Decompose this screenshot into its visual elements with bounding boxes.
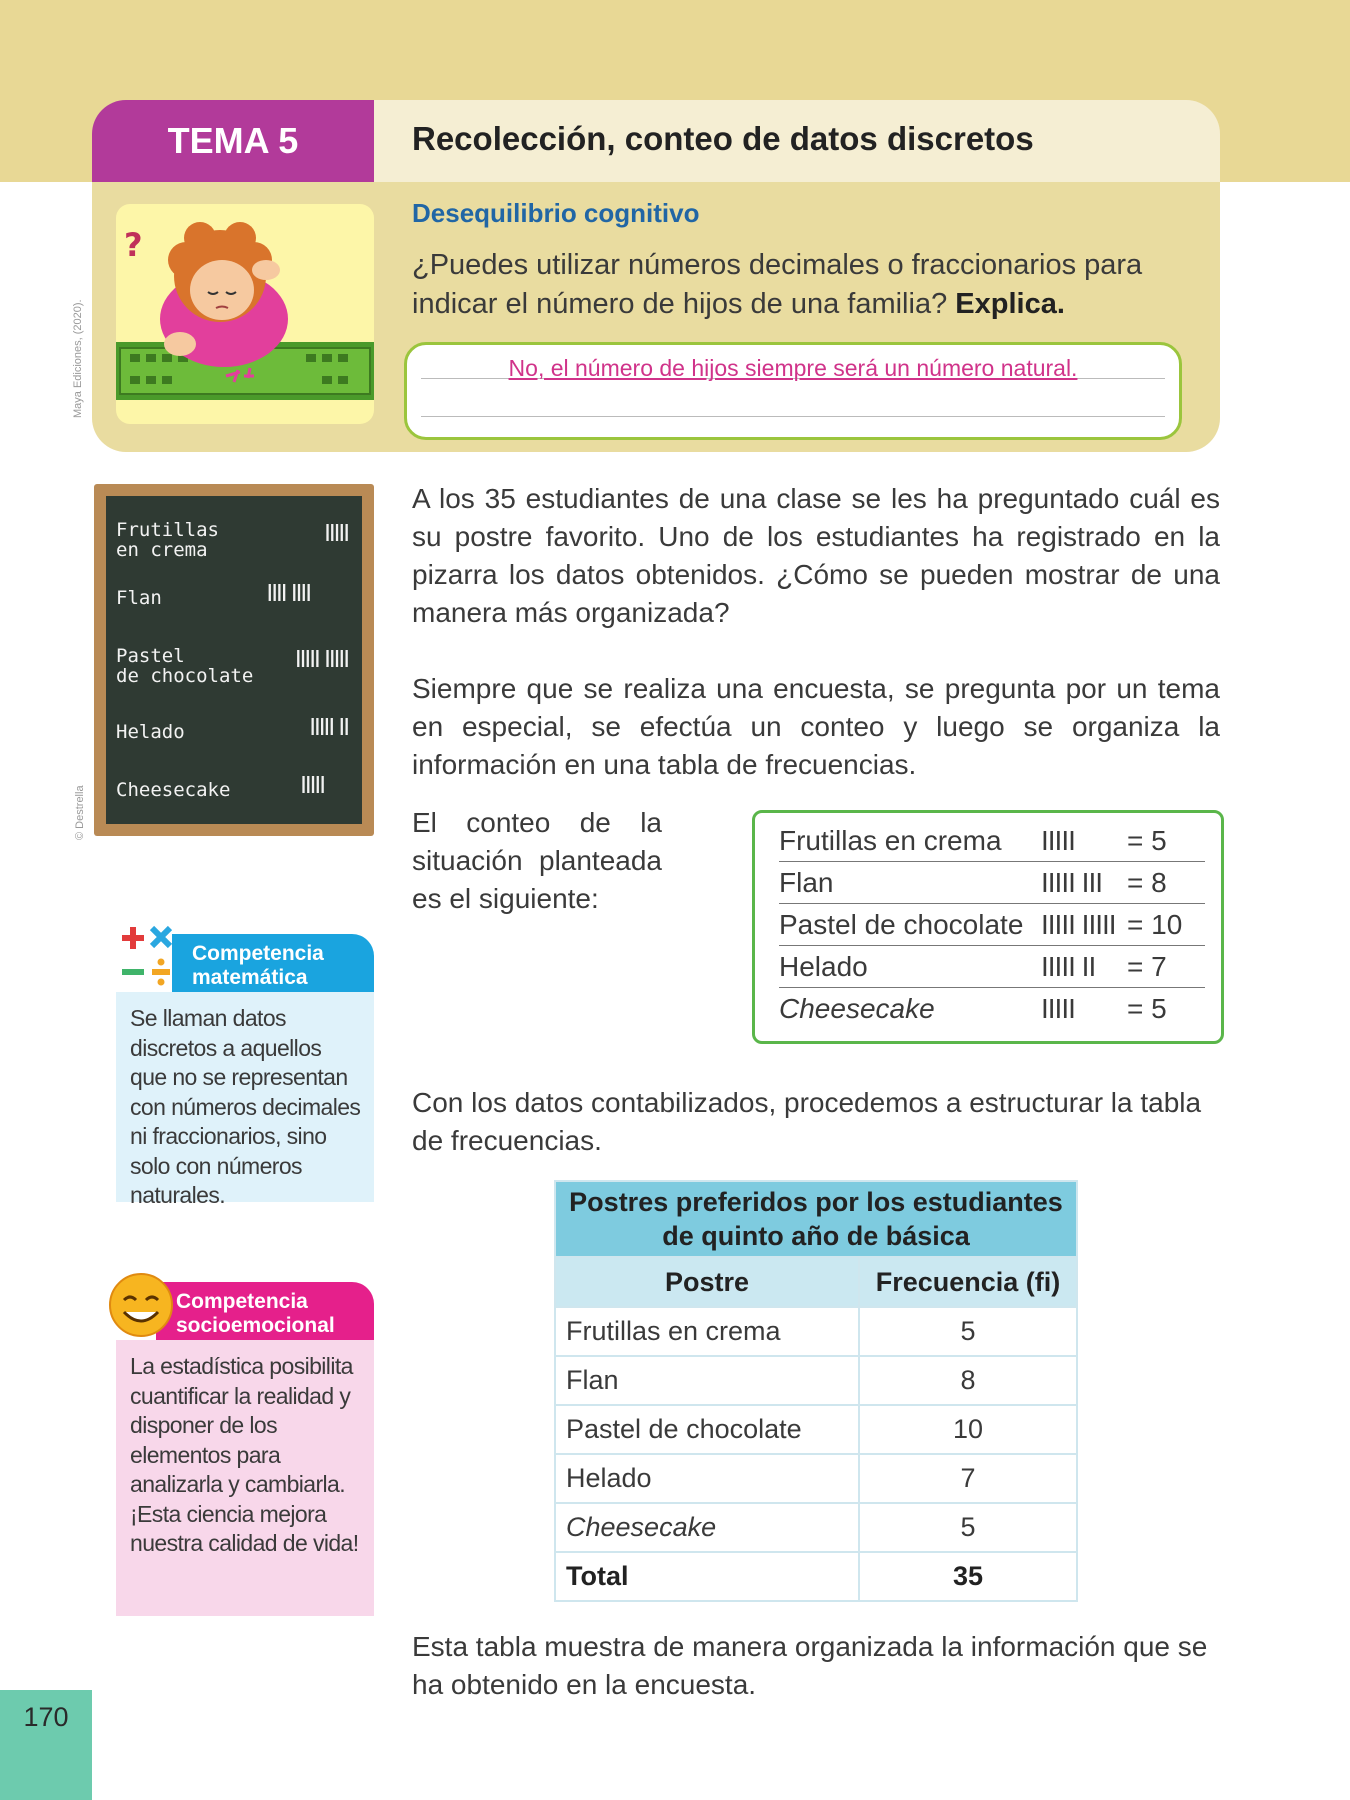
chalk-row <box>116 581 354 609</box>
table-cell: 5 <box>859 1307 1077 1356</box>
photo-credit: © Destrella <box>74 785 86 840</box>
tally-box <box>752 810 1224 1044</box>
table-cell: 8 <box>859 1356 1077 1405</box>
table-cell: 35 <box>859 1552 1077 1601</box>
table-caption: Postres preferidos por los estudiantes de quinto año de básica <box>555 1181 1077 1257</box>
chalk-label: Flan <box>116 587 162 609</box>
math-competence-text: Se llaman datos discretos a aquellos que no se representan con números decimales ni fraccionarios, sino solo con números naturales. <box>116 992 374 1202</box>
chalk-row <box>116 520 354 560</box>
column-header: Frecuencia (fi) <box>859 1257 1077 1307</box>
table-cell: Frutillas en crema <box>555 1307 859 1356</box>
table-row <box>555 1405 1077 1454</box>
table-cell: 5 <box>859 1503 1077 1552</box>
table-row <box>555 1503 1077 1552</box>
tally-value: = 5 <box>1127 993 1167 1024</box>
chalk-row <box>116 715 354 743</box>
table-cell: Cheesecake <box>555 1503 859 1552</box>
chalkboard-photo <box>94 484 374 836</box>
tally-marks: IIIII IIIII <box>1041 909 1116 940</box>
count-paragraph: El conteo de la situación planteada es el siguiente: <box>412 807 662 914</box>
table-cell: Flan <box>555 1356 859 1405</box>
chalk-label: Helado <box>116 721 185 743</box>
table-cell: Helado <box>555 1454 859 1503</box>
table-row <box>555 1307 1077 1356</box>
illustration-credit: Maya Ediciones, (2020). <box>72 299 84 418</box>
math-operations-icon <box>116 920 178 992</box>
socioemotional-competence-title: Competencia socioemocional <box>156 1282 374 1340</box>
tally-marks: IIIII II <box>1041 951 1096 982</box>
tally-row <box>779 947 1205 988</box>
page-number: 170 <box>23 1702 69 1732</box>
tally-name: Cheesecake <box>779 993 935 1024</box>
chalkboard-surface <box>106 496 362 824</box>
table-header-row <box>555 1257 1077 1307</box>
chalk-tally: IIIII <box>324 521 348 547</box>
question-emphasis: Explica. <box>955 288 1065 320</box>
tally-row <box>779 905 1205 946</box>
tally-row <box>779 863 1205 904</box>
page-title: Recolección, conteo de datos discretos <box>412 120 1034 157</box>
chalk-label: Frutillas <box>116 519 219 541</box>
tally-row <box>779 989 1205 1029</box>
tally-marks: IIIII III <box>1041 867 1103 898</box>
chalk-tally: IIII IIII <box>266 581 310 607</box>
question-text: ¿Puedes utilizar números decimales o fraccionarios para indicar el número de hijos de una familia? <box>412 249 1143 320</box>
smiley-icon <box>106 1270 176 1340</box>
tally-value: = 7 <box>1127 951 1167 982</box>
socioemotional-competence-text: La estadística posibilita cuantificar la realidad y disponer de los elementos para analizarla y cambiarla. ¡Esta ciencia mejora nuestra calidad de vida! <box>116 1340 374 1616</box>
table-row <box>555 1356 1077 1405</box>
intro-paragraph: A los 35 estudiantes de una clase se les ha preguntado cuál es su postre favorito. Uno de los estudiantes ha registrado en la pizarra los datos obtenidos. ¿Cómo se pueden mostrar de una manera más organizada? <box>412 483 1220 628</box>
chalk-label: en crema <box>116 539 208 561</box>
tally-value: = 5 <box>1127 825 1167 856</box>
tema-label: TEMA 5 <box>92 100 374 182</box>
table-cell: 7 <box>859 1454 1077 1503</box>
chalk-label: Pastel <box>116 645 185 667</box>
tally-marks: IIIII <box>1041 993 1075 1024</box>
svg-text:?: ? <box>124 226 143 264</box>
cognitive-heading: Desequilibrio cognitivo <box>412 198 700 228</box>
thinking-girl-illustration <box>116 204 374 424</box>
math-competence-title: Competencia matemática <box>172 934 374 992</box>
tally-name: Flan <box>779 867 834 898</box>
answer-line <box>421 416 1165 417</box>
tally-marks: IIIII <box>1041 825 1075 856</box>
table-row <box>555 1454 1077 1503</box>
tally-row <box>779 821 1205 862</box>
frequency-table <box>554 1180 1078 1602</box>
socioemotional-competence-box <box>116 1282 374 1616</box>
conclusion-paragraph: Esta tabla muestra de manera organizada la información que se ha obtenido en la encuesta. <box>412 1631 1208 1700</box>
chalk-label: Cheesecake <box>116 779 231 801</box>
column-header: Postre <box>555 1257 859 1307</box>
tally-value: = 8 <box>1127 867 1167 898</box>
cognitive-question <box>412 246 1172 324</box>
table-cell: Total <box>555 1552 859 1601</box>
table-total-row <box>555 1552 1077 1601</box>
answer-box <box>404 342 1182 440</box>
tally-name: Helado <box>779 951 868 982</box>
chalk-tally: IIIII <box>300 773 324 799</box>
table-caption-row <box>555 1181 1077 1257</box>
chalk-tally: IIIII IIIII <box>294 647 348 673</box>
table-cell: Pastel de chocolate <box>555 1405 859 1454</box>
tally-name: Pastel de chocolate <box>779 909 1024 940</box>
answer-text: No, el número de hijos siempre será un número natural. <box>508 355 1078 381</box>
table-cell: 10 <box>859 1405 1077 1454</box>
chalk-label: de chocolate <box>116 665 254 687</box>
survey-paragraph: Siempre que se realiza una encuesta, se pregunta por un tema en especial, se efectúa un conteo y luego se organiza la información en una tabla de frecuencias. <box>412 673 1220 780</box>
tally-value: = 10 <box>1127 909 1183 940</box>
chalk-row <box>116 773 354 801</box>
chalk-row <box>116 646 354 686</box>
table-intro-paragraph: Con los datos contabilizados, procedemos a estructurar la tabla de frecuencias. <box>412 1087 1202 1156</box>
math-competence-box <box>116 934 374 1208</box>
chalk-tally: IIIII II <box>309 715 348 741</box>
tally-name: Frutillas en crema <box>779 825 1002 856</box>
